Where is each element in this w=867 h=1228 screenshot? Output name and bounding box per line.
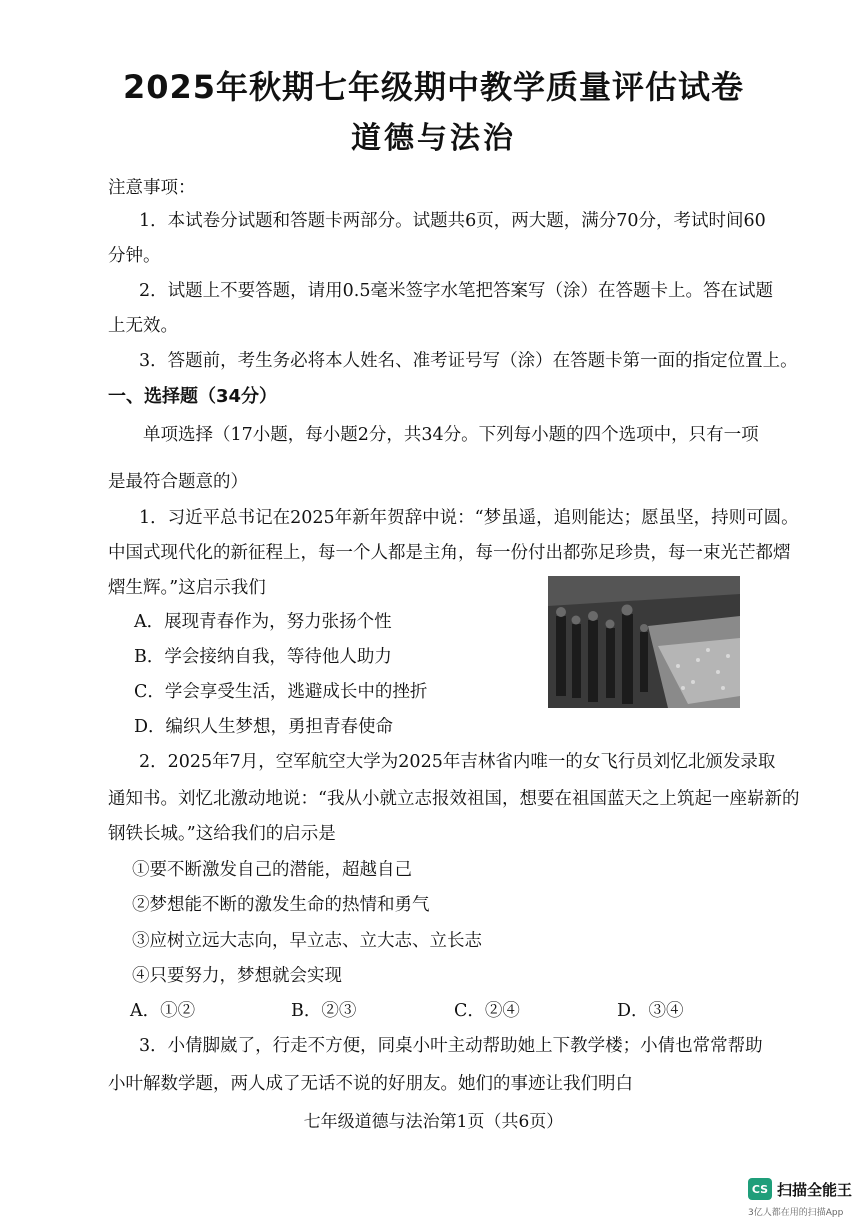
question-2-option-d: D．③④: [617, 1001, 684, 1021]
note-3: 3．答题前，考生务必将本人姓名、准考证号写（涂）在答题卡第一面的指定位置上。: [139, 351, 798, 371]
note-1-line-2: 分钟。: [108, 246, 161, 266]
note-2-line-2: 上无效。: [108, 316, 178, 336]
question-1-option-d: D．编织人生梦想，勇担青春使命: [134, 717, 394, 737]
scanner-tagline: 3亿人都在用的扫描App: [748, 1208, 844, 1218]
scanner-watermark: [748, 1178, 852, 1200]
question-3-stem-line-1: 3．小倩脚崴了，行走不方便，同桌小叶主动帮助她上下教学楼；小倩也常常帮助: [139, 1036, 763, 1056]
question-2-stem-line-3: 钢铁长城。”这给我们的启示是: [108, 824, 336, 844]
question-2-item-3: ③应树立远大志向，早立志、立大志、立长志: [132, 931, 482, 951]
question-3-stem-line-2: 小叶解数学题，两人成了无话不说的好朋友。她们的事迹让我们明白: [108, 1074, 633, 1094]
page-footer: 七年级道德与法治第1页（共6页）: [303, 1112, 564, 1132]
notes-heading: 注意事项：: [108, 178, 196, 198]
exam-subject: 道德与法治: [351, 121, 516, 156]
question-2-option-c: C．②④: [454, 1001, 520, 1021]
question-1-option-b: B．学会接纳自我，等待他人助力: [134, 647, 392, 667]
section-1-intro-line-1: 单项选择（17小题，每小题2分，共34分。下列每小题的四个选项中，只有一项: [143, 425, 759, 445]
section-1-intro-line-2: 是最符合题意的）: [108, 472, 248, 492]
note-2-line-1: 2．试题上不要答题，请用0.5毫米签字水笔把答案写（涂）在答题卡上。答在试题: [139, 281, 773, 301]
scanner-logo-icon: CS: [748, 1178, 772, 1200]
question-1-stem-line-2: 中国式现代化的新征程上，每一个人都是主角，每一份付出都弥足珍贵，每一束光芒都熠: [108, 543, 791, 563]
question-1-option-c: C．学会享受生活，逃避成长中的挫折: [134, 682, 428, 702]
question-1-stem-line-1: 1．习近平总书记在2025年新年贺辞中说：“梦虽遥，追则能达；愿虽坚，持则可圆。: [139, 508, 799, 528]
question-1-photo: [548, 576, 740, 708]
scanner-name: 扫描全能王: [777, 1180, 853, 1199]
question-2-stem-line-1: 2．2025年7月，空军航空大学为2025年吉林省内唯一的女飞行员刘忆北颁发录取: [139, 752, 776, 772]
exam-title: 2025年秋期七年级期中教学质量评估试卷: [122, 68, 745, 106]
question-1-stem-line-3: 熠生辉。”这启示我们: [108, 578, 266, 598]
question-2-item-4: ④只要努力，梦想就会实现: [132, 966, 342, 986]
question-2-option-a: A．①②: [130, 1001, 196, 1021]
question-1-option-a: A．展现青春作为，努力张扬个性: [134, 612, 392, 632]
note-1-line-1: 1．本试卷分试题和答题卡两部分。试题共6页，两大题，满分70分，考试时间60: [139, 211, 766, 231]
question-2-option-b: B．②③: [291, 1001, 357, 1021]
question-2-stem-line-2: 通知书。刘忆北激动地说：“我从小就立志报效祖国，想要在祖国蓝天之上筑起一座崭新的: [108, 789, 800, 809]
question-2-item-2: ②梦想能不断的激发生命的热情和勇气: [132, 895, 430, 915]
section-1-heading: 一、选择题（34分）: [108, 386, 278, 407]
question-2-item-1: ①要不断激发自己的潜能，超越自己: [132, 860, 412, 880]
